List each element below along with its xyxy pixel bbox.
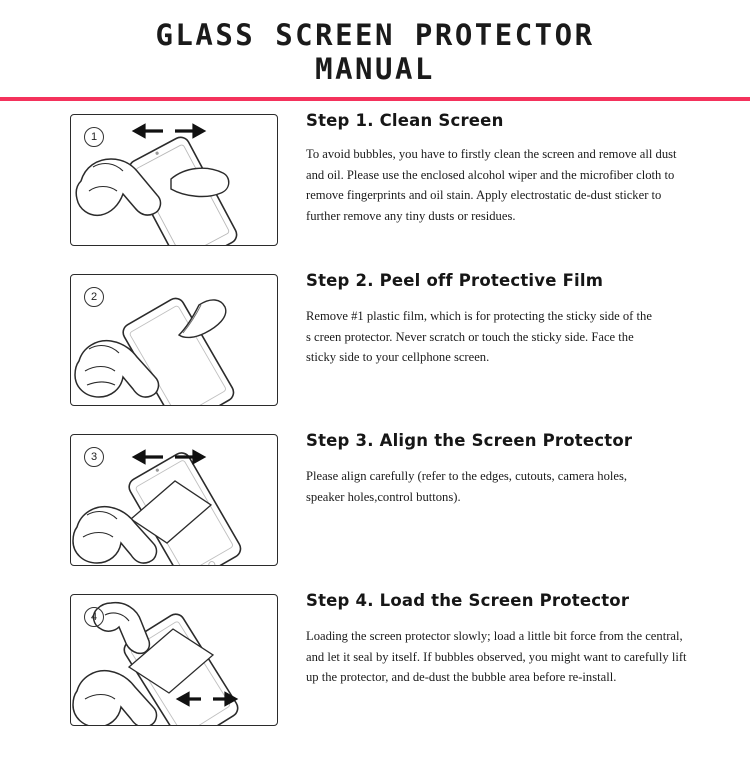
step-text: Please align carefully (refer to the edges, cutouts, camera holes, speaker holes,control buttons). [306,469,628,504]
page-title-line-1: GLASS SCREEN PROTECTOR [155,18,595,52]
step-text: Remove #1 plastic film, which is for protecting the sticky side of the s creen protector. Never scratch or touch the sticky side. Face the sticky side to your cellphone screen. [306,309,652,365]
footer-spacer [0,741,750,769]
step-number: 1 [84,127,104,147]
step-item [0,261,750,421]
step-item [0,101,750,261]
step-number: 2 [84,287,104,307]
step-body [306,261,724,367]
document-header [0,0,750,86]
figure-load-protector [70,594,278,726]
step-body [306,421,724,507]
step-item [0,421,750,581]
step-text: To avoid bubbles, you have to firstly clean the screen and remove all dust and oil. Please use the enclosed alcohol wiper and the microfiber cloth to remove fingerprints and oil stain. Apply electrostatic de-dust sticker to further remove any tiny dusts or residues. [306,147,677,223]
step-body [306,101,724,226]
figure-clean-screen [70,114,278,246]
figure-align-protector [70,434,278,566]
step-heading: Step 2. Peel off Protective Film [306,271,604,291]
step-number: 3 [84,447,104,467]
step-item [0,581,750,741]
figure-peel-film [70,274,278,406]
page-title-line-2: MANUAL [315,52,435,87]
step-number: 4 [84,607,104,627]
steps-list [0,101,750,741]
step-text: Loading the screen protector slowly; load a little bit force from the central, and let it seal by itself. If bubbles observed, you might want to carefully lift up the protector, and de-dust the bubble area before re-install. [306,629,687,685]
step-heading: Step 3. Align the Screen Protector [306,431,633,451]
step-heading: Step 4. Load the Screen Protector [306,591,630,611]
step-heading: Step 1. Clean Screen [306,111,504,131]
step-body [306,581,724,687]
